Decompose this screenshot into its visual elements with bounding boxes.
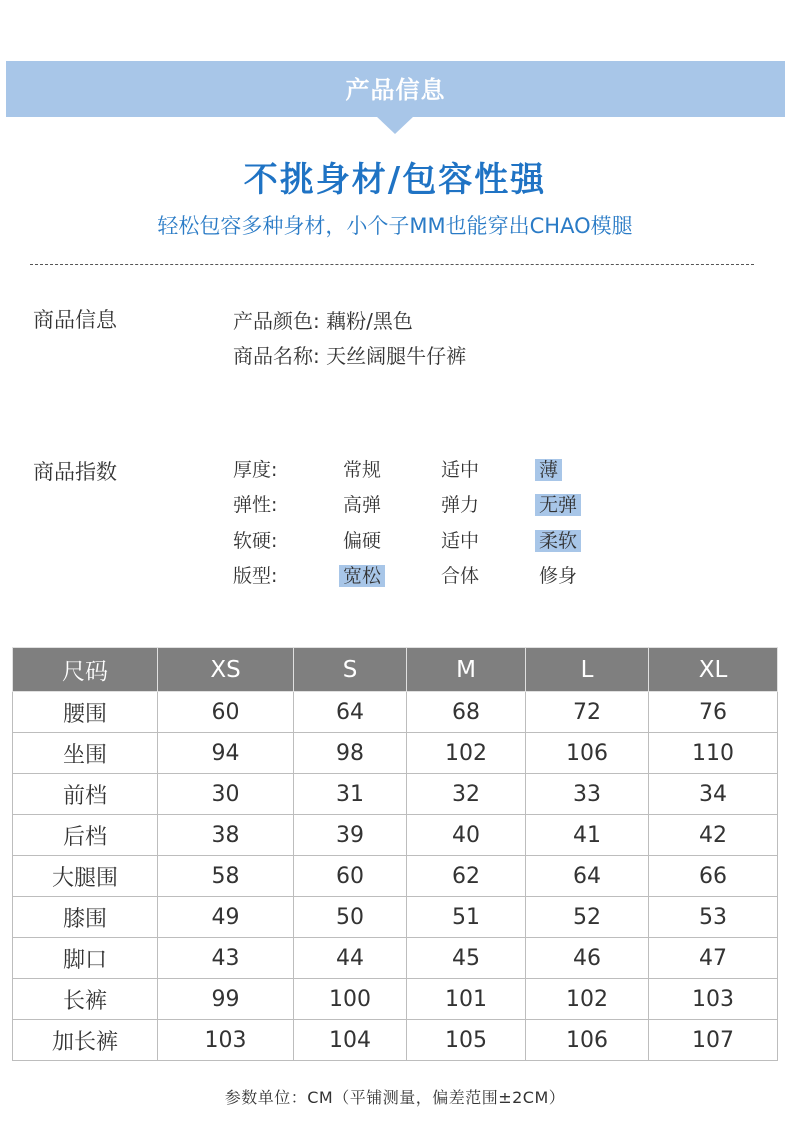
measure-value-cell: 60 xyxy=(294,856,407,897)
measure-value-cell: 41 xyxy=(526,815,649,856)
section-banner xyxy=(6,61,785,117)
measure-value-cell: 50 xyxy=(294,897,407,938)
index-option-label: 适中 xyxy=(441,530,480,552)
measure-value-cell: 105 xyxy=(407,1020,526,1061)
measure-value-cell: 32 xyxy=(407,774,526,815)
measure-name-cell: 脚口 xyxy=(13,938,158,979)
measure-name-cell: 长裤 xyxy=(13,979,158,1020)
index-option-label: 适中 xyxy=(441,459,480,481)
index-option xyxy=(343,492,381,518)
measure-value-cell: 94 xyxy=(158,733,294,774)
size-header-cell: 尺码 xyxy=(13,648,158,692)
measure-value-cell: 58 xyxy=(158,856,294,897)
measure-value-cell: 103 xyxy=(158,1020,294,1061)
measure-value-cell: 44 xyxy=(294,938,407,979)
measure-value-cell: 103 xyxy=(649,979,778,1020)
measure-value-cell: 60 xyxy=(158,692,294,733)
measure-value-cell: 72 xyxy=(526,692,649,733)
index-option-label: 常规 xyxy=(343,459,382,481)
table-row xyxy=(13,979,778,1020)
size-table-header-row xyxy=(13,648,778,692)
product-name-line: 商品名称: 天丝阔腿牛仔裤 xyxy=(233,344,467,368)
table-row xyxy=(13,938,778,979)
unit-footnote: 参数单位：CM（平铺测量，偏差范围±2CM） xyxy=(224,1088,566,1107)
measure-value-cell: 66 xyxy=(649,856,778,897)
measure-value-cell: 100 xyxy=(294,979,407,1020)
measure-name-cell: 坐围 xyxy=(13,733,158,774)
product-info-label: 商品信息 xyxy=(33,308,117,332)
index-option xyxy=(539,563,577,589)
subline: 轻松包容多种身材，小个子MM也能穿出CHAO模腿 xyxy=(157,214,633,238)
table-row xyxy=(13,897,778,938)
table-row xyxy=(13,1020,778,1061)
measure-value-cell: 64 xyxy=(526,856,649,897)
measure-name-cell: 加长裤 xyxy=(13,1020,158,1061)
measure-value-cell: 62 xyxy=(407,856,526,897)
measure-value-cell: 43 xyxy=(158,938,294,979)
measure-value-cell: 34 xyxy=(649,774,778,815)
index-row-name: 软硬: xyxy=(233,530,278,552)
measure-value-cell: 30 xyxy=(158,774,294,815)
measure-value-cell: 64 xyxy=(294,692,407,733)
measure-value-cell: 47 xyxy=(649,938,778,979)
index-option-label: 弹力 xyxy=(441,494,480,516)
index-option-label: 修身 xyxy=(539,565,578,587)
measure-name-cell: 大腿围 xyxy=(13,856,158,897)
size-header-cell: XL xyxy=(649,648,778,692)
index-option xyxy=(441,492,479,518)
index-option xyxy=(343,528,381,554)
size-header-cell: S xyxy=(294,648,407,692)
index-option-label: 无弹 xyxy=(535,494,581,516)
index-option xyxy=(441,457,479,483)
index-option-label: 宽松 xyxy=(339,565,385,587)
measure-value-cell: 51 xyxy=(407,897,526,938)
measure-name-cell: 膝围 xyxy=(13,897,158,938)
measure-value-cell: 39 xyxy=(294,815,407,856)
size-header-cell: XS xyxy=(158,648,294,692)
index-row-name: 厚度: xyxy=(233,459,278,481)
measure-value-cell: 102 xyxy=(407,733,526,774)
product-index-label: 商品指数 xyxy=(33,460,117,484)
measure-value-cell: 107 xyxy=(649,1020,778,1061)
index-option-label: 合体 xyxy=(441,565,480,587)
banner-title: 产品信息 xyxy=(345,76,446,104)
index-option-label: 高弹 xyxy=(343,494,382,516)
measure-name-cell: 腰围 xyxy=(13,692,158,733)
measure-value-cell: 98 xyxy=(294,733,407,774)
size-table xyxy=(12,647,778,1061)
index-option-selected xyxy=(343,563,385,589)
measure-value-cell: 40 xyxy=(407,815,526,856)
measure-value-cell: 101 xyxy=(407,979,526,1020)
measure-value-cell: 76 xyxy=(649,692,778,733)
index-option xyxy=(441,528,479,554)
index-row-name: 弹性: xyxy=(233,494,278,516)
measure-name-cell: 后档 xyxy=(13,815,158,856)
measure-value-cell: 49 xyxy=(158,897,294,938)
index-option-label: 柔软 xyxy=(535,530,581,552)
measure-value-cell: 102 xyxy=(526,979,649,1020)
measure-value-cell: 104 xyxy=(294,1020,407,1061)
measure-value-cell: 31 xyxy=(294,774,407,815)
index-option-label: 薄 xyxy=(535,459,562,481)
dashed-divider xyxy=(30,264,754,265)
measure-value-cell: 45 xyxy=(407,938,526,979)
measure-value-cell: 46 xyxy=(526,938,649,979)
table-row xyxy=(13,815,778,856)
size-header-cell: M xyxy=(407,648,526,692)
index-option-label: 偏硬 xyxy=(343,530,382,552)
table-row xyxy=(13,774,778,815)
measure-value-cell: 99 xyxy=(158,979,294,1020)
table-row xyxy=(13,733,778,774)
measure-value-cell: 42 xyxy=(649,815,778,856)
table-row xyxy=(13,856,778,897)
measure-value-cell: 68 xyxy=(407,692,526,733)
headline: 不挑身材/包容性强 xyxy=(243,160,547,200)
measure-value-cell: 106 xyxy=(526,1020,649,1061)
index-option-selected xyxy=(539,457,562,483)
measure-value-cell: 33 xyxy=(526,774,649,815)
index-option xyxy=(441,563,479,589)
measure-name-cell: 前档 xyxy=(13,774,158,815)
index-option-selected xyxy=(539,492,581,518)
table-row xyxy=(13,692,778,733)
index-option xyxy=(343,457,381,483)
banner-arrow-icon xyxy=(376,116,414,134)
index-option-selected xyxy=(539,528,581,554)
index-row-name: 版型: xyxy=(233,565,278,587)
product-color-line: 产品颜色: 藕粉/黑色 xyxy=(233,309,413,333)
measure-value-cell: 52 xyxy=(526,897,649,938)
measure-value-cell: 38 xyxy=(158,815,294,856)
measure-value-cell: 106 xyxy=(526,733,649,774)
size-header-cell: L xyxy=(526,648,649,692)
measure-value-cell: 53 xyxy=(649,897,778,938)
measure-value-cell: 110 xyxy=(649,733,778,774)
